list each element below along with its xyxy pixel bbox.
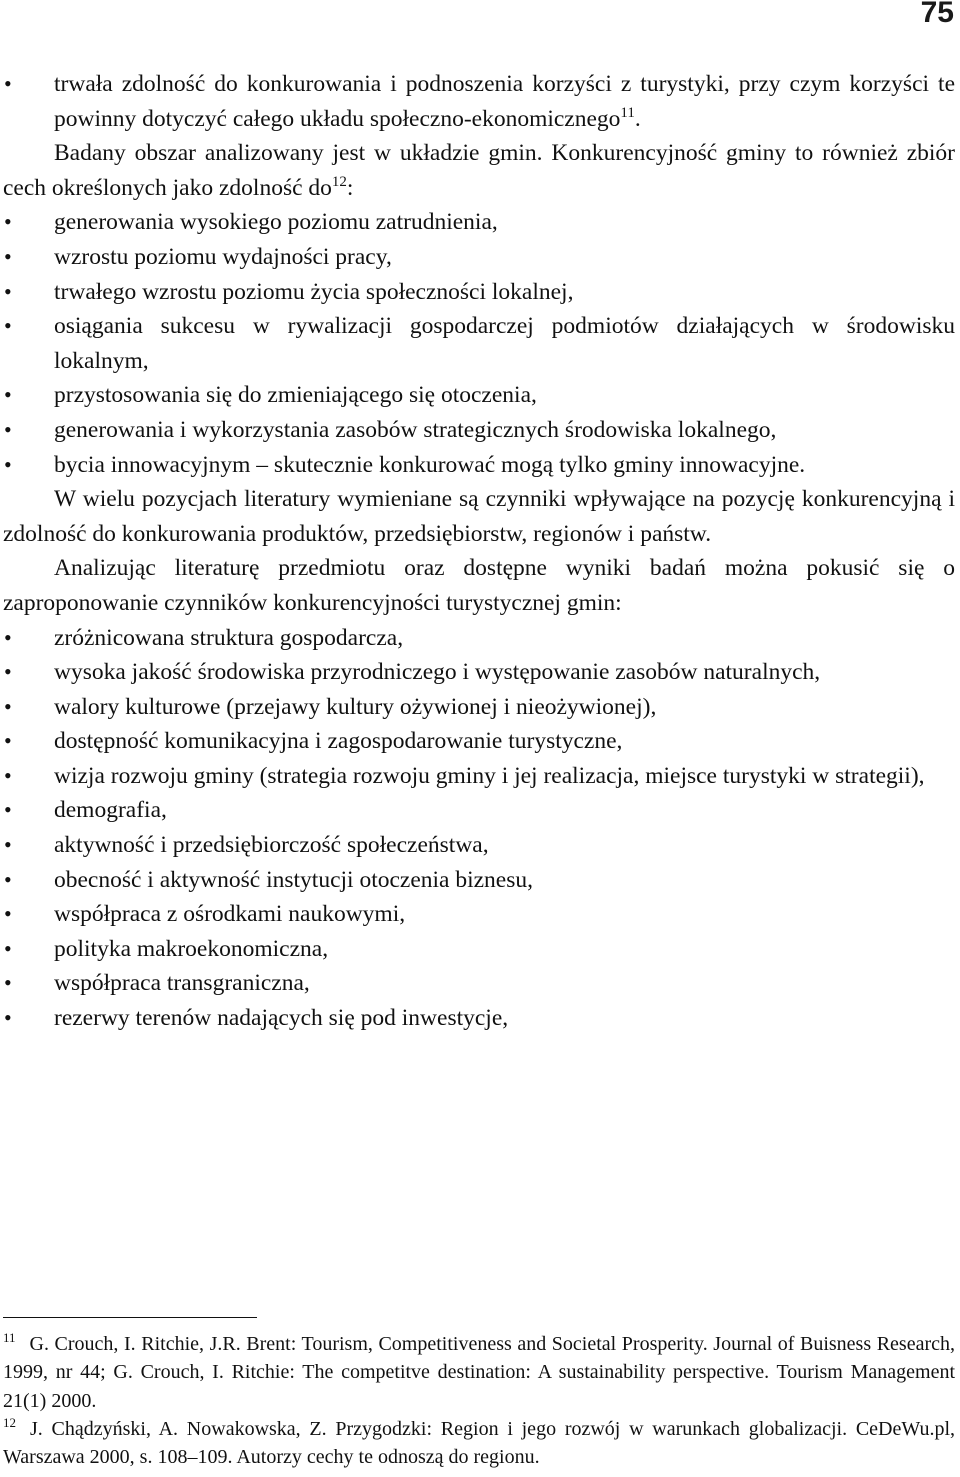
paragraph-analysis: Analizując literaturę przedmiotu oraz dostępne wyniki badań można pokusić się o zaproponowanie czynników konkurencyjności turystycznej gmin: bbox=[3, 555, 955, 616]
list-item: • przystosowania się do zmieniającego się otoczenia, bbox=[3, 378, 955, 413]
footnote-11: $^{11}$ G. Crouch, I. Ritchie, J.R. Brent: Tourism, Competitiveness and Societal Prosperity. Journal of Buisness Research, 1999, nr 44; G. Crouch, I. Ritchie: The competitve destination: A sustainability perspective. Tourism Management 21(1) 2000. bbox=[3, 1330, 955, 1412]
page-number: 75 bbox=[920, 0, 954, 29]
footnote-ref-11[interactable]: 11 bbox=[620, 104, 635, 121]
footnote-12: $^{12}$ J. Chądzyński, A. Nowakowska, Z. Przygodzki: Region i jego rozwój w warunkach globalizacji. CeDeWu.pl, Warszawa 2000, s. 108–109. Autorzy cechy te odnoszą do regionu. bbox=[3, 1414, 955, 1469]
list-item: • wzrostu poziomu wydajności pracy, bbox=[3, 240, 955, 275]
list-item: • zróżnicowana struktura gospodarcza, bbox=[3, 621, 955, 656]
list-item: • rezerwy terenów nadających się pod inwestycje, bbox=[3, 1001, 955, 1036]
list-item: • wysoka jakość środowiska przyrodniczego i występowanie zasobów naturalnych, bbox=[3, 655, 955, 690]
list-item: • generowania wysokiego poziomu zatrudnienia, bbox=[3, 205, 955, 240]
list-item: • wizja rozwoju gminy (strategia rozwoju gminy i jej realizacja, miejsce turystyki w strategii), bbox=[3, 759, 955, 794]
list-item: • osiągania sukcesu w rywalizacji gospodarczej podmiotów działających w środowisku lokalnym, bbox=[3, 309, 955, 378]
footnote-divider bbox=[3, 1317, 257, 1318]
list-item: • dostępność komunikacyjna i zagospodarowanie turystyczne, bbox=[3, 724, 955, 759]
footnote-ref-12[interactable]: 12 bbox=[331, 173, 347, 190]
list-item: • obecność i aktywność instytucji otoczenia biznesu, bbox=[3, 863, 955, 898]
bullet-list-factors bbox=[3, 621, 955, 1036]
main-text bbox=[3, 67, 955, 1036]
list-item: • bycia innowacyjnym – skutecznie konkurować mogą tylko gminy innowacyjne. bbox=[3, 448, 955, 483]
list-item: • współpraca transgraniczna, bbox=[3, 966, 955, 1001]
list-item: • walory kulturowe (przejawy kultury ożywionej i nieożywionej), bbox=[3, 690, 955, 725]
list-item: • aktywność i przedsiębiorczość społeczeństwa, bbox=[3, 828, 955, 863]
bullet-list-sustainability bbox=[3, 67, 955, 136]
list-item: • polityka makroekonomiczna, bbox=[3, 932, 955, 967]
paragraph-literature: W wielu pozycjach literatury wymieniane są czynniki wpływające na pozycję konkurencyjną i zdolność do konkurowania produktów, przedsiębiorstw, regionów i państw. bbox=[3, 486, 955, 547]
list-item: • trwałego wzrostu poziomu życia społeczności lokalnej, bbox=[3, 275, 955, 310]
footnotes bbox=[3, 1330, 955, 1471]
list-item: • trwała zdolność do konkurowania i podnoszenia korzyści z turystyki, przy czym korzyści te powinny dotyczyć całego układu społeczno-ekonomicznego$^{11}$. bbox=[3, 67, 955, 136]
list-item: • współpraca z ośrodkami naukowymi, bbox=[3, 897, 955, 932]
paragraph-competitiveness: Badany obszar analizowany jest w układzie gmin. Konkurencyjność gminy to również zbiór cech określonych jako zdolność $do^{12}$: bbox=[3, 140, 955, 201]
list-item: • generowania i wykorzystania zasobów strategicznych środowiska lokalnego, bbox=[3, 413, 955, 448]
bullet-list-abilities bbox=[3, 205, 955, 482]
list-item: • demografia, bbox=[3, 793, 955, 828]
